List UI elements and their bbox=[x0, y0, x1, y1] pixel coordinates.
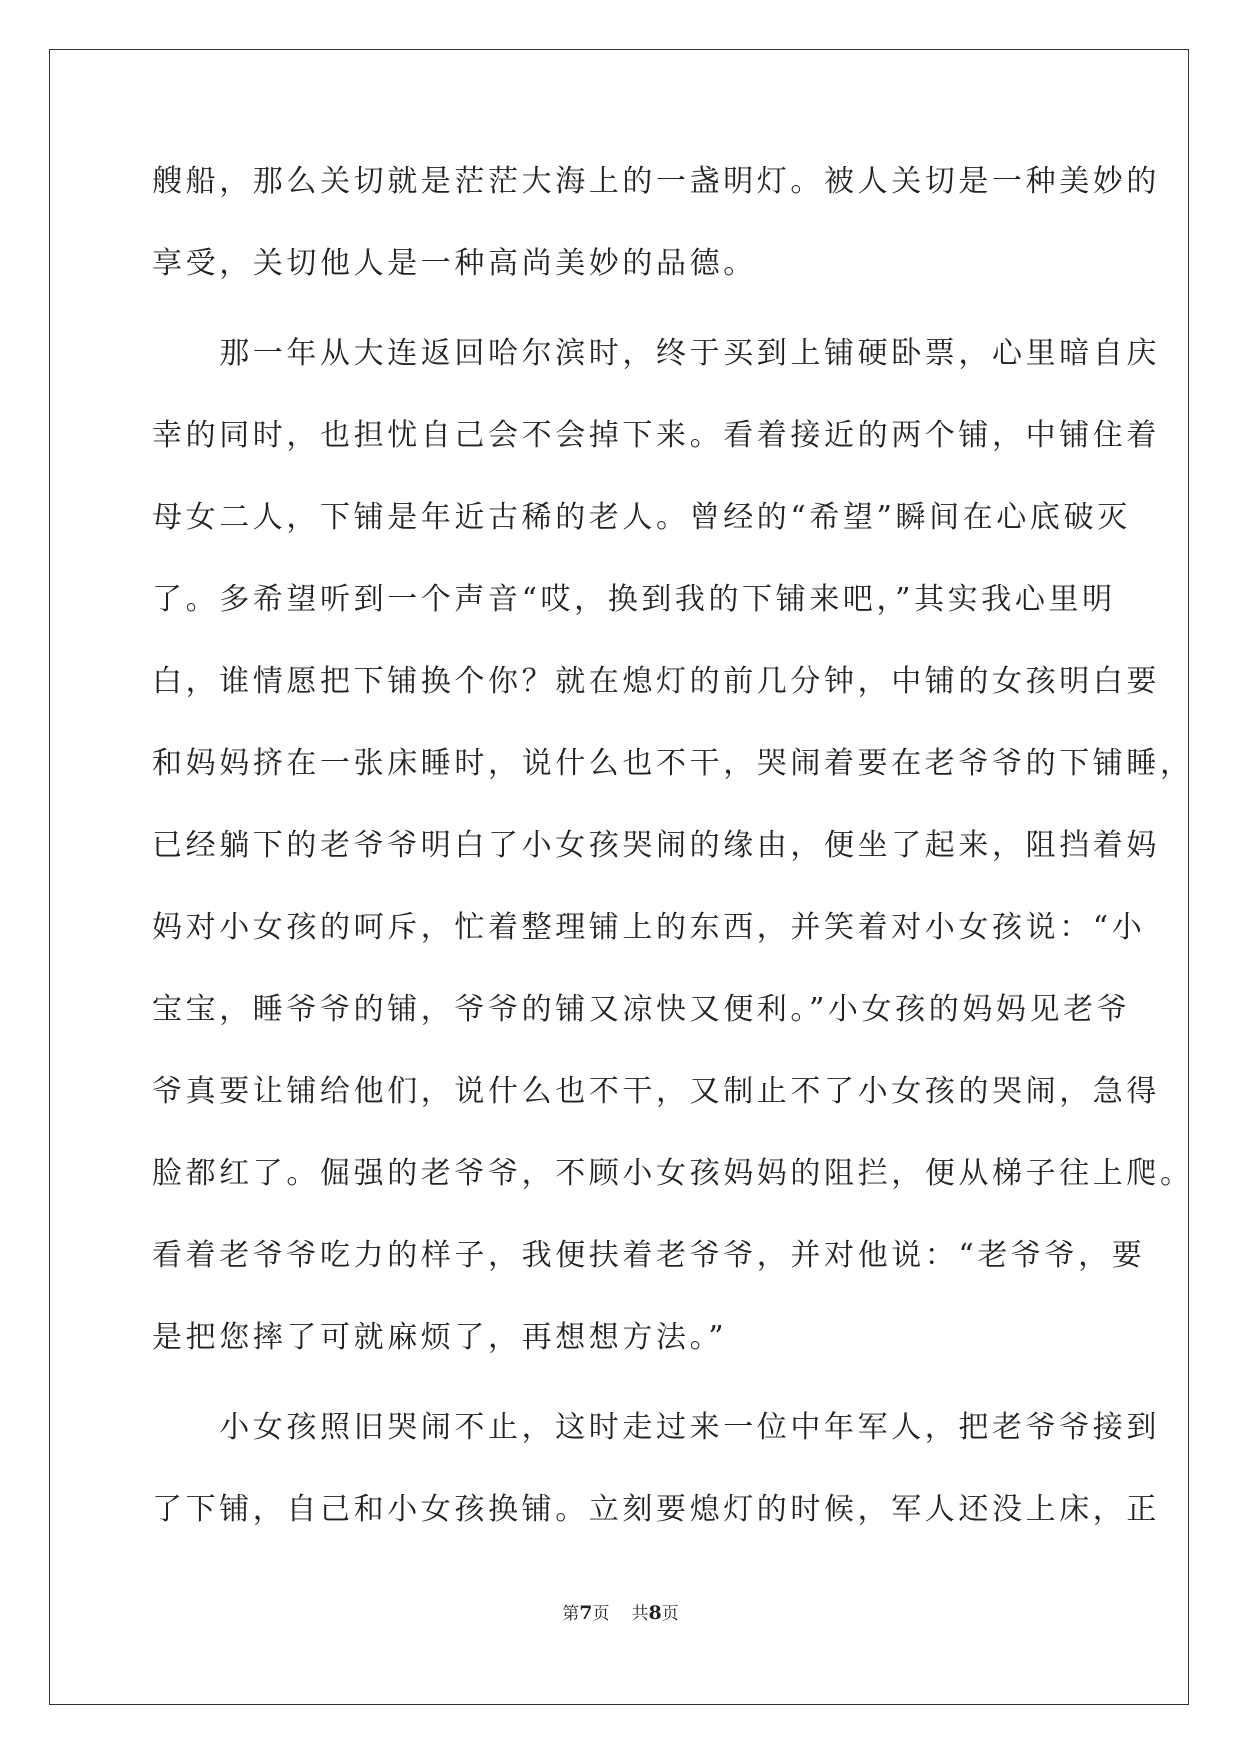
text-line: 幸的同时，也担忧自己会不会掉下来。看着接近的两个铺，中铺住着 bbox=[152, 418, 1160, 453]
text-line: 已经躺下的老爷爷明白了小女孩哭闹的缘由，便坐了起来，阻挡着妈 bbox=[152, 828, 1160, 863]
text-line: 看着老爷爷吃力的样子，我便扶着老爷爷，并对他说：“老爷爷，要 bbox=[152, 1238, 1146, 1273]
text-line: 那一年从大连返回哈尔滨时，终于买到上铺硬卧票，心里暗自庆 bbox=[152, 336, 1160, 371]
text-line: 享受，关切他人是一种高尚美妙的品德。 bbox=[152, 246, 757, 281]
document-body bbox=[152, 164, 1194, 1576]
text-line: 了下铺，自己和小女孩换铺。立刻要熄灯的时候，军人还没上床，正 bbox=[152, 1492, 1160, 1527]
current-page-number: 7 bbox=[579, 1602, 593, 1624]
total-pages-prefix: 共 bbox=[631, 1604, 649, 1624]
page-number-suffix: 页 bbox=[592, 1604, 610, 1624]
text-line: 母女二人，下铺是年近古稀的老人。曾经的“希望”瞬间在心底破灭 bbox=[152, 500, 1131, 535]
text-line: 宝宝，睡爷爷的铺，爷爷的铺又凉快又便利。”小女孩的妈妈见老爷 bbox=[152, 992, 1131, 1027]
text-line: 和妈妈挤在一张床睡时，说什么也不干，哭闹着要在老爷爷的下铺睡， bbox=[152, 746, 1194, 781]
page-number-prefix: 第 bbox=[562, 1604, 580, 1624]
text-line: 白，谁情愿把下铺换个你？就在熄灯的前几分钟，中铺的女孩明白要 bbox=[152, 664, 1160, 699]
text-line: 是把您摔了可就麻烦了，再想想方法。” bbox=[152, 1320, 728, 1355]
text-line: 小女孩照旧哭闹不止，这时走过来一位中年军人，把老爷爷接到 bbox=[152, 1410, 1160, 1445]
text-line: 艘船，那么关切就是茫茫大海上的一盏明灯。被人关切是一种美妙的 bbox=[152, 164, 1160, 199]
text-line: 妈对小女孩的呵斥，忙着整理铺上的东西，并笑着对小女孩说：“小 bbox=[152, 910, 1146, 945]
text-line: 脸都红了。倔强的老爷爷，不顾小女孩妈妈的阻拦，便从梯子往上爬。 bbox=[152, 1156, 1194, 1191]
total-pages-suffix: 页 bbox=[661, 1604, 679, 1624]
text-line: 爷真要让铺给他们，说什么也不干，又制止不了小女孩的哭闹，急得 bbox=[152, 1074, 1160, 1109]
text-line: 了。多希望听到一个声音“哎，换到我的下铺来吧，”其实我心里明 bbox=[152, 582, 1116, 617]
total-page-count: 8 bbox=[648, 1602, 662, 1624]
page-footer bbox=[0, 1599, 1241, 1624]
